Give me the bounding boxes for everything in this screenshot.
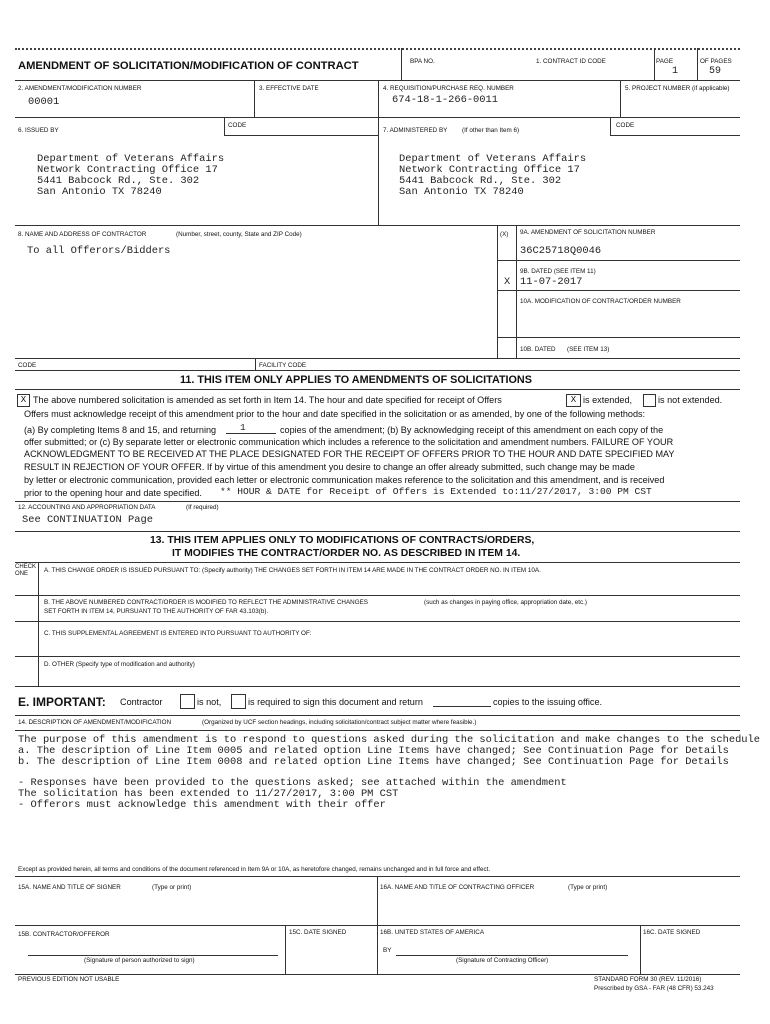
check-one-label: CHECK ONE: [15, 564, 37, 577]
item13-d: D. OTHER (Specify type of modification and authority): [44, 661, 195, 668]
rule-v: [255, 358, 256, 370]
is-not-extended-checkbox[interactable]: [643, 394, 656, 407]
rule: [15, 974, 740, 975]
amendment-number-label: 2. AMENDMENT/MODIFICATION NUMBER: [18, 85, 142, 92]
date-signed-16c: 16C. DATE SIGNED: [643, 929, 701, 936]
amend-solicitation-value: 36C25718Q0046: [520, 245, 602, 257]
rule-v: [38, 562, 39, 686]
rule-v: [377, 876, 378, 974]
administered-by-line: San Antonio TX 78240: [399, 186, 524, 198]
signer-label: 15A. NAME AND TITLE OF SIGNER: [18, 884, 121, 891]
by-label: BY: [383, 947, 392, 954]
item13-heading-1: 13. THIS ITEM APPLIES ONLY TO MODIFICATIONS OF CONTRACTS/ORDERS,: [150, 535, 535, 546]
contractor-offeror-label: 15B. CONTRACTOR/OFFEROR: [18, 931, 110, 938]
requisition-label: 4. REQUISITION/PURCHASE REQ. NUMBER: [383, 85, 514, 92]
rule-v: [254, 80, 255, 117]
form-title: AMENDMENT OF SOLICITATION/MODIFICATION OF CONTRACT: [18, 60, 359, 72]
administered-by-label: 7. ADMINISTERED BY: [383, 127, 448, 134]
item11-line7: by letter or electronic communication, provided each letter or electronic communication makes reference to the solicitation and this amendment, and is received: [24, 475, 665, 485]
important-copies: copies to the issuing office.: [493, 697, 603, 707]
important-is-not: is not,: [197, 697, 222, 707]
rule-v: [620, 80, 621, 117]
of-pages-label: OF PAGES: [700, 58, 732, 65]
important-is-required: is required to sign this document and return: [248, 697, 423, 707]
requisition-value: 674-18-1-266-0011: [392, 94, 499, 106]
project-number-label: 5. PROJECT NUMBER (if applicable): [625, 85, 730, 92]
page-value: 1: [672, 66, 679, 77]
issued-by-line: Department of Veterans Affairs: [37, 153, 225, 165]
page-label: PAGE: [656, 58, 674, 65]
officer-label: 16A. NAME AND TITLE OF CONTRACTING OFFICER: [380, 884, 535, 891]
item11-line4: offer submitted; or (c) By separate letter or electronic communication which includes a reference to the solicitation and amendment numbers. FAILURE OF YOUR: [24, 437, 674, 447]
rule-v: [497, 225, 498, 358]
item11-line3a: (a) By completing Items 8 and 15, and returning: [24, 425, 217, 435]
administered-by-line: Network Contracting Office 17: [399, 164, 580, 176]
rule-v: [697, 48, 698, 80]
issued-by-label: 6. ISSUED BY: [18, 127, 59, 134]
administered-note: (If other than Item 6): [462, 127, 520, 134]
usa-label: 16B. UNITED STATES OF AMERICA: [380, 929, 485, 936]
top-border: [15, 48, 740, 50]
accounting-note: (If required): [186, 504, 219, 511]
item13-c: C. THIS SUPPLEMENTAL AGREEMENT IS ENTERED INTO PURSUANT TO AUTHORITY OF:: [44, 630, 312, 637]
rule: [15, 595, 740, 596]
is-extended-checkbox[interactable]: X: [566, 394, 581, 407]
amendment-number-value: 00001: [28, 96, 60, 108]
rule: [15, 562, 740, 563]
extension-overlay: ** HOUR & DATE for Receipt of Offers is Extended to:11/27/2017, 3:00 PM CST: [220, 486, 652, 497]
copies-underline: [226, 433, 276, 434]
rule-v: [654, 48, 655, 80]
rule: [15, 389, 740, 390]
dated-9b-label: 9B. DATED (SEE ITEM 11): [520, 268, 596, 275]
standard-form: STANDARD FORM 30 (REV. 11/2016): [594, 976, 702, 983]
is-not-extended-label: is not extended.: [658, 395, 723, 405]
dated-10b-label: 10B. DATED: [520, 346, 556, 353]
is-extended-label: is extended,: [583, 395, 633, 405]
except-note: Except as provided herein, all terms and conditions of the document referenced in Item 9A or 10A, as heretofore changed, remains unchanged and in full force and effect.: [18, 866, 491, 873]
administered-by-line: 5441 Babcock Rd., Ste. 302: [399, 175, 562, 187]
item11-line8: prior to the opening hour and date specified.: [24, 488, 202, 498]
rule: [497, 290, 740, 291]
item11-line5: ACKNOWLEDGMENT TO BE RECEIVED AT THE PLACE DESIGNATED FOR THE RECEIPT OF OFFERS PRIOR TO THE HOUR AND DATE SPECIFIED MAY: [24, 449, 675, 459]
signer-note: (Type or print): [152, 884, 192, 891]
contractor-value: To all Offerors/Bidders: [27, 245, 171, 257]
date-signed-15c: 15C. DATE SIGNED: [289, 929, 347, 936]
rule: [610, 135, 740, 136]
item13-b-note: (such as changes in paying office, appropriation date, etc.): [424, 599, 588, 606]
rule-v: [285, 925, 286, 974]
item13-b-line1: B. THE ABOVE NUMBERED CONTRACT/ORDER IS MODIFIED TO REFLECT THE ADMINISTRATIVE CHANGES: [44, 599, 368, 606]
item13-a: A. THIS CHANGE ORDER IS ISSUED PURSUANT TO: (Specify authority) THE CHANGES SET FORTH IN ITEM 14 ARE MADE IN THE CONTRACT ORDER NO. IN ITEM 10A.: [44, 567, 541, 574]
issued-code-label: CODE: [228, 122, 247, 129]
rule: [15, 730, 740, 731]
dated-9b-x-mark: X: [504, 276, 511, 288]
item11-line2: Offers must acknowledge receipt of this amendment prior to the hour and date specified in the solicitation or as amended, by one of the following methods:: [24, 409, 646, 419]
bpa-label: BPA NO.: [410, 58, 435, 65]
amend-solicitation-label: 9A. AMENDMENT OF SOLICITATION NUMBER: [520, 229, 656, 236]
description-note: (Organized by UCF section headings, including solicitation/contract subject matter where feasible.): [202, 719, 477, 726]
rule: [15, 715, 740, 716]
description-line: The solicitation has been extended to 11/27/2017, 3:00 PM CST: [18, 788, 399, 800]
rule: [15, 621, 740, 622]
effective-date-label: 3. EFFECTIVE DATE: [259, 85, 319, 92]
rule: [15, 501, 740, 502]
description-line: - Offerors must acknowledge this amendment with their offer: [18, 799, 386, 811]
copies-blank: [433, 706, 491, 707]
dated-9b-value: 11-07-2017: [520, 276, 583, 288]
rule-v: [640, 925, 641, 974]
item11-text1: The above numbered solicitation is amended as set forth in Item 14. The hour and date specified for receipt of Offers: [33, 395, 502, 405]
description-label: 14. DESCRIPTION OF AMENDMENT/MODIFICATION: [18, 719, 172, 726]
rule: [15, 686, 740, 687]
rule-v: [610, 117, 611, 135]
important-label: E. IMPORTANT:: [18, 695, 106, 709]
rule-v: [516, 225, 517, 358]
item11-line6: RESULT IN REJECTION OF YOUR OFFER. If by virtue of this amendment you desire to change an offer already submitted, such change may be made: [24, 462, 635, 472]
rule: [15, 225, 740, 226]
of-pages-value: 59: [709, 66, 722, 77]
is-required-checkbox[interactable]: [231, 694, 246, 709]
facility-code-label: FACILITY CODE: [259, 362, 307, 369]
code-label: CODE: [18, 362, 37, 369]
important-contractor: Contractor: [120, 697, 163, 707]
item11-heading: 11. THIS ITEM ONLY APPLIES TO AMENDMENTS OF SOLICITATIONS: [180, 374, 532, 386]
issued-by-line: San Antonio TX 78240: [37, 186, 162, 198]
accounting-label: 12. ACCOUNTING AND APPROPRIATION DATA: [18, 504, 156, 511]
mod-contract-label: 10A. MODIFICATION OF CONTRACT/ORDER NUMBER: [520, 298, 681, 305]
rule: [497, 260, 740, 261]
signature-person-note: (Signature of person authorized to sign): [84, 957, 195, 964]
description-line: b. The description of Line Item 0008 and related option Line Items have changed; See Continuation Page for Details: [18, 756, 729, 768]
rule: [497, 337, 740, 338]
accounting-value: See CONTINUATION Page: [22, 514, 153, 526]
rule-v: [378, 80, 379, 225]
signature-line: [396, 955, 628, 956]
rule: [15, 370, 740, 371]
issued-by-line: Network Contracting Office 17: [37, 164, 218, 176]
is-not-checkbox[interactable]: [180, 694, 195, 709]
contract-id-label: 1. CONTRACT ID CODE: [536, 58, 606, 65]
officer-note: (Type or print): [568, 884, 608, 891]
description-line: a. The description of Line Item 0005 and related option Line Items have changed; See Continuation Page for Details: [18, 745, 729, 757]
rule-v: [401, 48, 402, 80]
x-column-label: (X): [500, 231, 509, 238]
issued-by-line: 5441 Babcock Rd., Ste. 302: [37, 175, 200, 187]
admin-code-label: CODE: [616, 122, 635, 129]
description-line: - Responses have been provided to the questions asked; see attached within the amendment: [18, 777, 567, 789]
item11-line3b: copies of the amendment; (b) By acknowledging receipt of this amendment on each copy of the: [280, 425, 664, 435]
contractor-note: (Number, street, county, State and ZIP Code): [176, 231, 302, 238]
signature-officer-note: (Signature of Contracting Officer): [456, 957, 549, 964]
contractor-label: 8. NAME AND ADDRESS OF CONTRACTOR: [18, 231, 147, 238]
solicitation-amended-checkbox[interactable]: X: [17, 394, 30, 407]
rule-v: [224, 117, 225, 135]
previous-edition: PREVIOUS EDITION NOT USABLE: [18, 976, 120, 983]
item13-heading-2: IT MODIFIES THE CONTRACT/ORDER NO. AS DESCRIBED IN ITEM 14.: [172, 548, 521, 559]
item13-b-line2: SET FORTH IN ITEM 14, PURSUANT TO THE AUTHORITY OF FAR 43.103(b).: [44, 608, 269, 615]
signature-line: [28, 955, 278, 956]
administered-by-line: Department of Veterans Affairs: [399, 153, 587, 165]
rule: [15, 656, 740, 657]
copies-value: 1: [240, 422, 246, 433]
dated-10b-note: (SEE ITEM 13): [567, 346, 610, 353]
rule: [15, 358, 740, 359]
prescribed-by: Prescribed by GSA - FAR (48 CFR) 53.243: [594, 985, 714, 992]
rule: [224, 135, 378, 136]
rule: [15, 531, 740, 532]
description-line: The purpose of this amendment is to respond to questions asked during the solicitation and make changes to the schedule: [18, 734, 761, 746]
